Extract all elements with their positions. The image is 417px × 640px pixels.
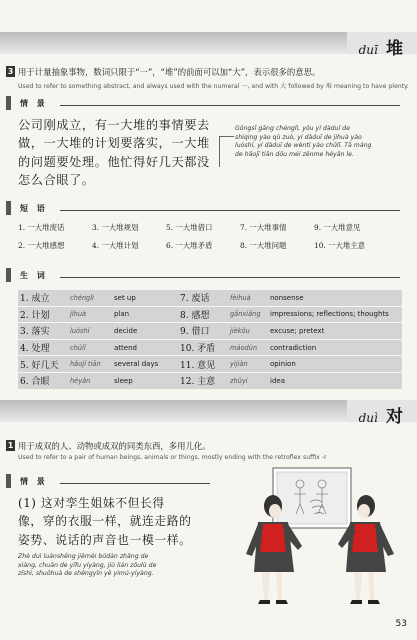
pinyin-line: zīshì, shuōhuà de shēngyīn yě yìmú-yíyàng. [18, 570, 154, 577]
vocab-pinyin: fèihuà [228, 290, 268, 306]
vocab-meaning: decide [112, 323, 178, 340]
scene-pinyin [18, 553, 218, 579]
scene-line: 姿势、说话的声音也一模一样。 [18, 532, 192, 547]
entry-headword-dui-pile [359, 34, 403, 59]
vocab-word: 7. 废话 [178, 290, 228, 306]
usage-rule-chinese: 用于成双的人、动物或成双的同类东西，多用儿化。 [18, 441, 211, 451]
scene-pinyin [235, 125, 410, 159]
scene-line: 公司刚成立，有一大堆的事情要去 [18, 118, 210, 132]
vocab-pinyin: luòshí [68, 323, 112, 340]
phrase-item: 6. 一大堆矛盾 [166, 241, 213, 250]
pinyin-line: de hǎojǐ tiān dōu méi zěnme héyǎn le. [235, 150, 354, 158]
vocab-meaning: impressions; reflections; thoughts [268, 306, 402, 323]
section-divider [60, 483, 210, 484]
phrase-item: 8. 一大堆问题 [240, 241, 287, 250]
vocab-word: 3. 落实 [18, 323, 68, 340]
vocab-meaning: idea [268, 372, 402, 389]
phrase-item: 2. 一大堆感想 [18, 241, 65, 250]
pinyin-line: shìqing yào qù zuò, yí dàduī de jìhuà yào [235, 133, 362, 141]
vocab-word: 12. 主意 [178, 372, 228, 389]
section-divider [60, 105, 400, 106]
phrase-item: 5. 一大堆借口 [166, 223, 213, 232]
vocab-table [18, 290, 402, 390]
vocab-pinyin: zhǔyi [228, 372, 268, 389]
pinyin-line: luòshí, yí dàduī de wèntí yào chǔlǐ. Tā máng [235, 142, 372, 149]
phrase-item: 3. 一大堆规划 [92, 223, 139, 232]
vocab-pinyin: gǎnxiǎng [228, 306, 268, 323]
phrase-item: 4. 一大堆计划 [92, 241, 139, 250]
pinyin-line: xiàng, chuān de yīfu yíyàng, jiù lián zǒulù de [18, 561, 157, 569]
vocab-meaning: attend [112, 339, 178, 356]
vocab-word: 2. 计划 [18, 306, 68, 323]
vocab-meaning: sleep [112, 372, 178, 389]
vocab-word: 10. 矛盾 [178, 339, 228, 356]
vocab-pinyin: chénglì [68, 290, 112, 306]
vocab-word: 6. 合眼 [18, 372, 68, 389]
section-marker [6, 474, 11, 488]
scene-line: 怎么合眼了。 [18, 172, 95, 187]
vocab-word: 9. 借口 [178, 323, 228, 340]
phrases-grid [18, 222, 408, 252]
page-number: 53 [395, 619, 407, 629]
vocab-meaning: excuse; pretext [268, 323, 402, 340]
section-marker [6, 268, 11, 282]
phrase-item: 10. 一大堆主意 [314, 241, 366, 250]
vocab-word: 5. 好几天 [18, 356, 68, 373]
table-row [18, 290, 402, 306]
vocab-meaning: plan [112, 306, 178, 323]
phrase-item: 9. 一大堆意见 [314, 223, 361, 232]
scene-line: 像，穿的衣服一样，就连走路的 [18, 514, 192, 529]
vocab-pinyin: hǎojǐ tiān [68, 356, 112, 373]
pinyin-line: Zhè duì luánshēng jiěmèi búdàn zhǎng de [18, 553, 149, 560]
section-marker [6, 201, 11, 215]
vocab-word: 1. 成立 [18, 290, 68, 306]
vocab-label: 生 词 [20, 271, 48, 280]
table-row [18, 356, 402, 373]
vocab-pinyin: máodùn [228, 339, 268, 356]
vocab-pinyin: chǔlǐ [68, 339, 112, 356]
table-row [18, 372, 402, 389]
scene-text [18, 494, 218, 549]
scene-text [18, 116, 233, 189]
section-divider [60, 277, 400, 278]
usage-rule-chinese: 用于计量抽象事物，数词只限于“一”，“堆”的前面可以加“大”，表示很多的意思。 [18, 67, 321, 77]
usage-number: 1 [7, 441, 14, 450]
vocab-meaning: nonsense [268, 290, 402, 306]
vocab-pinyin: jìhuà [68, 306, 112, 323]
pinyin-line: Gōngsī gāng chénglì, yǒu yí dàduī de [235, 125, 350, 132]
headword-hanzi: 对 [386, 407, 403, 427]
usage-number: 3 [7, 67, 14, 76]
pinyin-bracket [219, 136, 234, 167]
vocab-word: 8. 感想 [178, 306, 228, 323]
scene-label: 情 景 [20, 477, 48, 486]
vocab-meaning: opinion [268, 356, 402, 373]
phrase-item: 1. 一大堆废话 [18, 223, 65, 232]
vocab-word: 4. 处理 [18, 339, 68, 356]
scene-line: 做，一大堆的计划要落实，一大堆 [18, 136, 210, 151]
scene-line: 的问题要处理。他忙得好几天都没 [18, 154, 210, 169]
table-row [18, 323, 402, 340]
vocab-pinyin: héyǎn [68, 372, 112, 389]
twin-sisters-illustration [218, 462, 413, 607]
section-marker [6, 96, 11, 110]
vocab-pinyin: jièkǒu [228, 323, 268, 340]
phrase-item: 7. 一大堆事情 [240, 223, 287, 232]
entry-headword-dui-pair [359, 402, 403, 427]
section-divider [60, 210, 400, 211]
vocab-pinyin: yìjiàn [228, 356, 268, 373]
usage-rule-english: Used to refer to a pair of human beings, animals or things, mostly ending with the retroflex suffix -r [18, 454, 327, 461]
vocab-meaning: set up [112, 290, 178, 306]
vocab-meaning: several days [112, 356, 178, 373]
headword-pinyin: duì [358, 411, 378, 425]
headword-hanzi: 堆 [386, 39, 403, 59]
scene-label: 情 景 [20, 99, 48, 108]
scene-line: (1) 这对孪生姐妹不但长得 [18, 496, 165, 510]
phrases-label: 短 语 [20, 204, 48, 213]
table-row [18, 306, 402, 323]
vocab-word: 11. 意见 [178, 356, 228, 373]
headword-pinyin: duī [358, 43, 378, 57]
usage-rule-english: Used to refer to something abstract, and always used with the numeral 一, and with 大 followed by 堆 meaning to have plenty. [18, 83, 409, 90]
vocab-meaning: contradiction [268, 339, 402, 356]
table-row [18, 339, 402, 356]
